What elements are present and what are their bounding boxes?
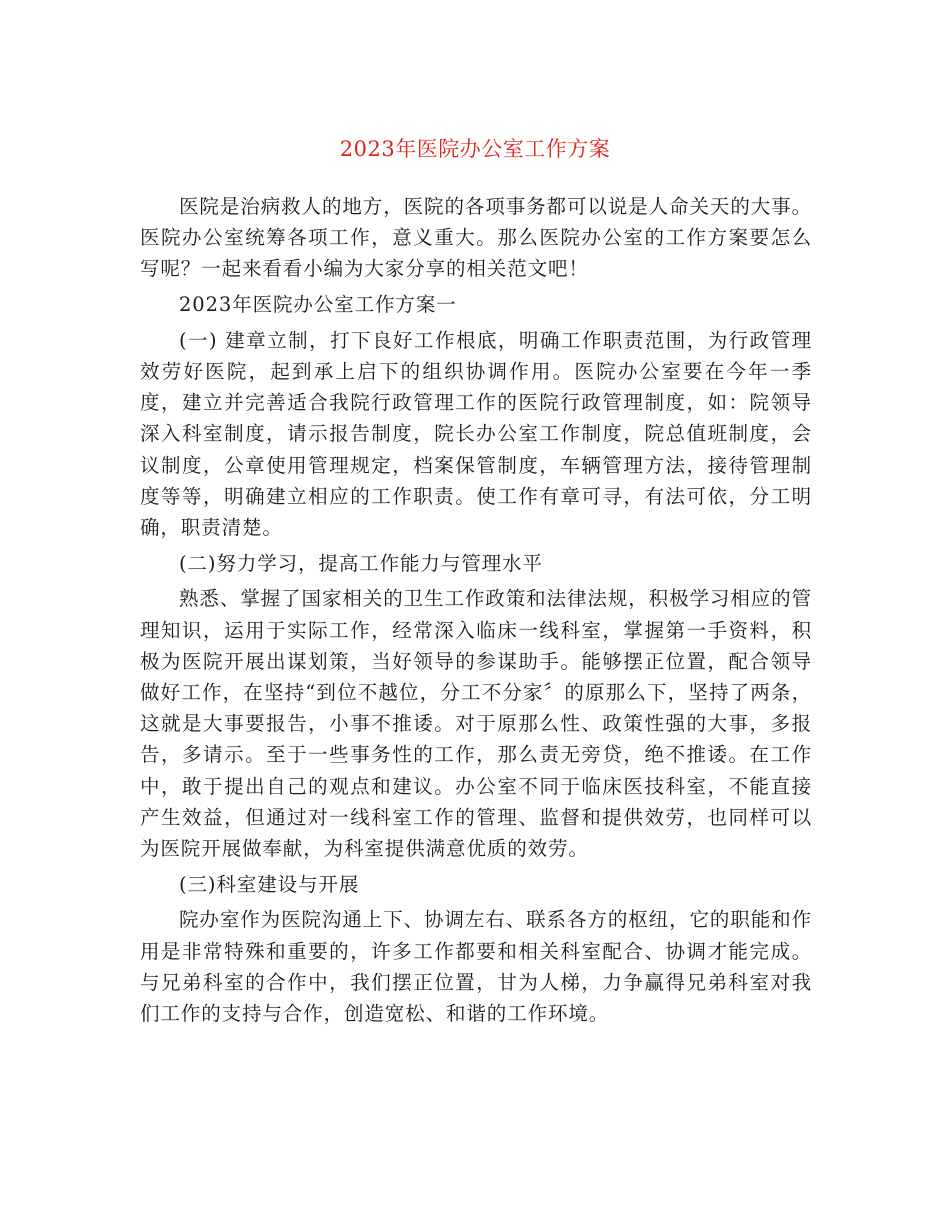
paragraph-rules-and-regulations: (一) 建章立制，打下良好工作根底，明确工作职责范围，为行政管理效劳好医院，起到承上启下的组织协调作用。医院办公室要在今年一季度，建立并完善适合我院行政管理工作的医院行政管理制度，如：院领导深入科室制度，请示报告制度，院长办公室工作制度，院总值班制度，会议制度，公章使用管理规定，档案保管制度，车辆管理方法，接待管理制度等等，明确建立相应的工作职责。使工作有章可寻，有法可依，分工明确，职责清楚。: [140, 328, 812, 540]
section-heading-plan-one: 2023年医院办公室工作方案一: [179, 293, 457, 317]
subheading-study-and-improve: (二)努力学习，提高工作能力与管理水平: [179, 551, 543, 575]
intro-paragraph: 医院是治病救人的地方，医院的各项事务都可以说是人命关天的大事。医院办公室统筹各项工作，意义重大。那么医院办公室的工作方案要怎么写呢？一起来看看小编为大家分享的相关范文吧！: [140, 195, 812, 281]
paragraph-department-building: 院办室作为医院沟通上下、协调左右、联系各方的枢纽，它的职能和作用是非常特殊和重要的，许多工作都要和相关科室配合、协调才能完成。与兄弟科室的合作中，我们摆正位置，甘为人梯，力争赢得兄弟科室对我们工作的支持与合作，创造宽松、和谐的工作环境。: [140, 908, 812, 1026]
document-body: [140, 191, 812, 1029]
paragraph-study-and-improve: 熟悉、掌握了国家相关的卫生工作政策和法律法规，积极学习相应的管理知识，运用于实际工作，经常深入临床一线科室，掌握第一手资料，积极为医院开展出谋划策，当好领导的参谋助手。能够摆正位置，配合领导做好工作，在坚持“到位不越位，分工不分家〞的原那么下，坚持了两条，这就是大事要报告，小事不推诿。对于原那么性、政策性强的大事，多报告，多请示。至于一些事务性的工作，那么责无旁贷，绝不推诿。在工作中，敢于提出自己的观点和建议。办公室不同于临床医技科室，不能直接产生效益，但通过对一线科室工作的管理、监督和提供效劳，也同样可以为医院开展做奉献，为科室提供满意优质的效劳。: [140, 587, 812, 861]
subheading-department-building: (三)科室建设与开展: [179, 872, 360, 896]
document-title: 2023年医院办公室工作方案: [339, 137, 611, 161]
